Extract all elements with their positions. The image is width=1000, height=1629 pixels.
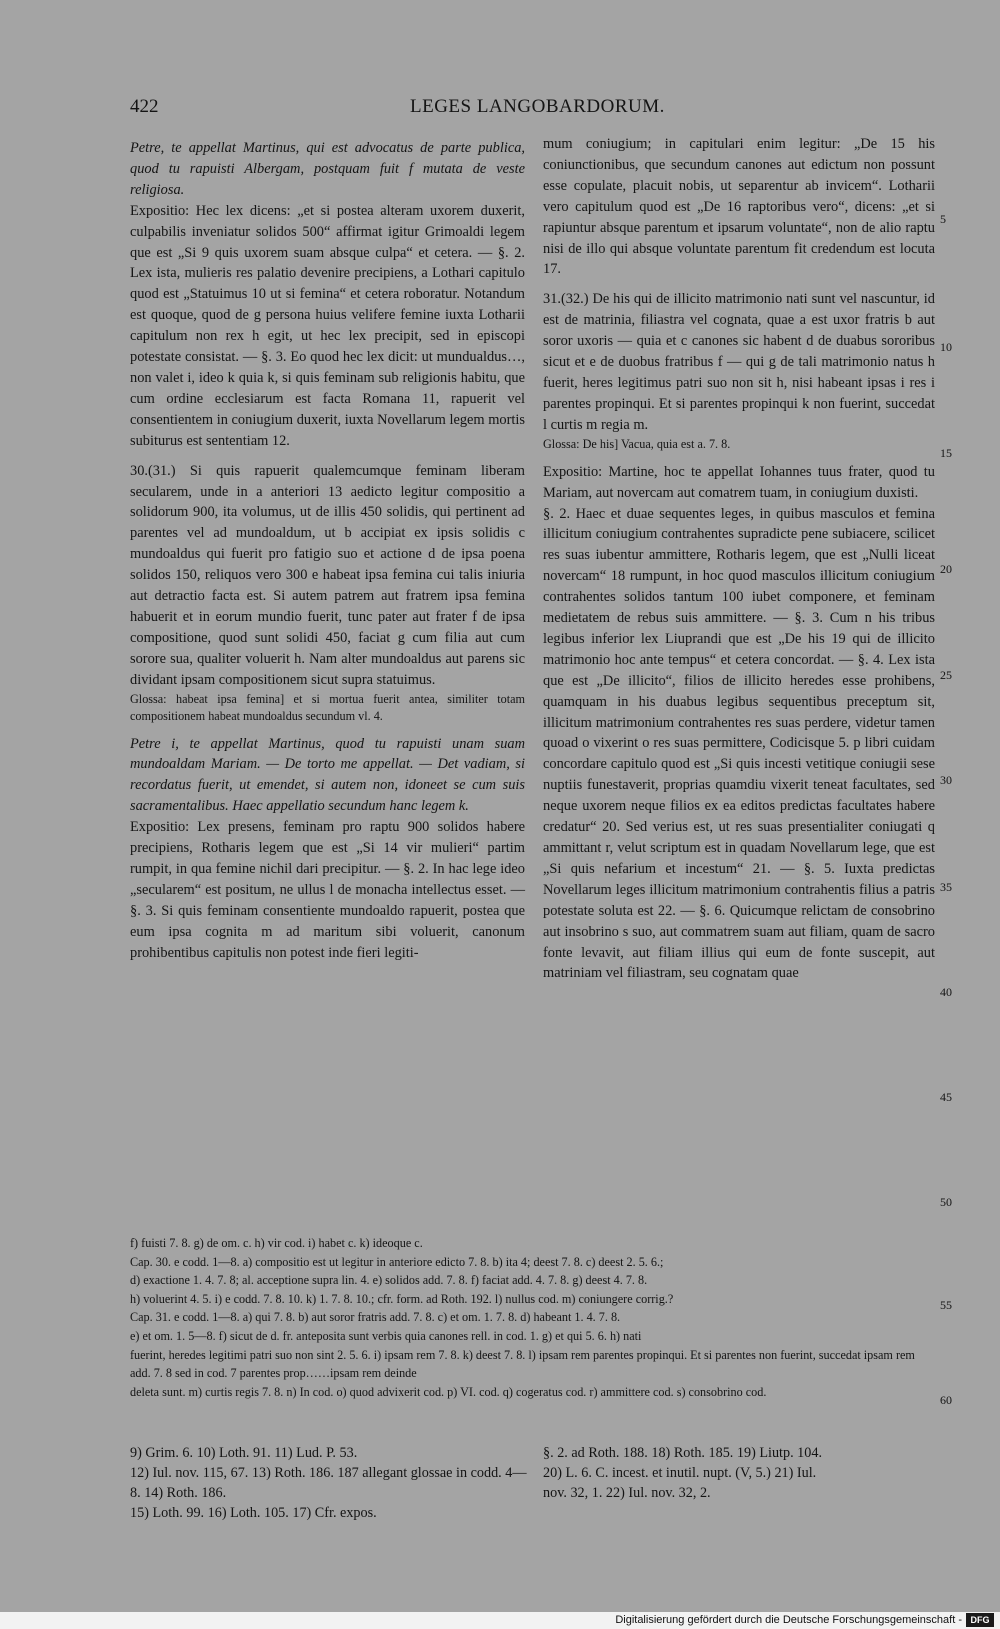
paragraph: Petre, te appellat Martinus, qui est advocatus de parte publica, quod tu rapuisti Albergam, postquam fuit f mutata de veste religiosa. [130,140,525,198]
dfg-logo[interactable]: DFG [966,1613,994,1627]
paragraph: mum coniugium; in capitulari enim legitur: „De 15 his coniunctionibus, que secundum canones aut edictum non possunt esse copulate, placuit nobis, ut separentur ab invicem“. Lotharii vero capitulum quod est „De 16 raptoribus vero“, dicens: „et si rapiuntur absque parentum et ipsarum voluntate“, non de alio raptu nisi de illo qui absque voluntate parentum fit credendum est locuta 17. [543,136,935,278]
paragraph: 31.(32.) De his qui de illicito matrimonio nati sunt vel nascuntur, id est de matrinia, filiastra vel cognata, quae a est uxor fratris b aut soror uxoris — quia et c canones sic habent d de duabus sororibus sicut et e de duobus fratribus f — qui g de tali matrimonio natus h fuerit, heres legitimus patri suo non sit h, nisi habeant ipsas i res i parentes propinqui. Et si parentes propinqui k non fuerint, succedat l curtis m regia m. [543,291,935,433]
paragraph: 30.(31.) Si quis rapuerit qualemcumque feminam liberam secularem, unde in a anteriori 13 aedicto legitur compositio a solidorum 900, ita volumus, ut de illis 450 solidis, qui pertinent ad parentes vel ad mundoaldum, ut b accipiat ex ipsis solidis c mundoaldus qui fuerit pro fatigio suo et actione d de ipsa poena solidos 150, reliquos vero 300 e habeat ipsa femina cui talis iniuria aut detractio facta est. Si autem patrem aut fratrem ipsa femina habuerit et in eorum mundio fuerit, tunc pater aut frater f de ipsa compositione, quod sunt solidi 450, faciat g cum filia aut cum sorore sua, qualiter voluerit h. Nam alter mundoaldus aut parens sic dividant ipsam compositionem sicut supra statuimus. [130,462,525,688]
apparatus-line: Cap. 31. e codd. 1—8. a) qui 7. 8. b) aut soror fratris add. 7. 8. c) et om. 1. 7. 8. d) habeant 1. 4. 7. 8. [130,1310,621,1325]
apparatus-line: e) et om. 1. 5—8. f) sicut de d. fr. anteposita sunt verbis quia canones rell. in cod. 1. g) et qui 5. 6. h) nati [130,1328,642,1343]
line-number: 25 [940,668,952,682]
footnote-line: 20) L. 6. C. incest. et inutil. nupt. (V, 5.) 21) Iul. [543,1465,817,1481]
left-column [130,138,525,964]
line-number: 50 [940,1195,952,1209]
paragraph: §. 2. Haec et duae sequentes leges, in quibus masculos et femina illicitum coniugium contrahentes supradicte pene subiacere, scilicet res suas iubentur ammittere, Rotharis legem, que est „Nulli liceat novercam“ 18 rumpunt, in hoc quod masculos illicitum coniugium contrahentes solidos tantum 100 iubet componere, et feminam medietatem de rebus suis ammittere. — §. 3. Cum n his tribus legibus inferior lex Liuprandi que est „De his 19 qui de illicito matrimonio hoc ante tempus“ et cetera concordat. — §. 4. Lex ista que est „De illicito“, filios de illicito heredes esse prohibens, quamquam in his duabus legibus sequentibus preceptum sit, illicitum matrimonium contrahentes res suas perdere, videtur tamen quoad o vixerint o res suas permittere, Codicisque 5. p libri cuidam concordare capitulo quod est „Si quis incesti vetitique coniugii sese nuptiis funestaverit, proprias quamdiu vixerit teneat facultates, sed neque uxorem neque filios ex ea editos predictas facultates habere credatur“ 20. Sed verius est, ut res suas presentialiter coniugati q ammittant r, velut scriptum est in quadam Novellarum lege, que est „Si quis nefarium et incestum“ 21. — §. 5. Iuxta predictas Novellarum leges illicitum matrimonium contrahentis filius a patris potestate soluta est 22. — §. 6. Quicumque relictam de consobrino aut insobrino s suo, aut commatrem suam aut filiam, quam de sacro fonte levavit, aut filiam illius qui eum de fonte suscepit, aut matriniam vel filiastram, seu cognatam quae [543,505,935,982]
glossa: Glossa: De his] Vacua, quia est a. 7. 8. [543,436,731,451]
apparatus-line: fuerint, heredes legitimi patri suo non sint 2. 5. 6. i) ipsam rem 7. 8. k) deest 7. 8. l) ipsam rem parentes propinqui. Et si parentes non fuerint, succedat ipsam rem add. 7. 8 sed in cod. 7 parentes prop……ipsam rem deinde [130,1347,915,1381]
line-number: 45 [940,1090,952,1104]
paragraph: Expositio: Hec lex dicens: „et si postea alteram uxorem duxerit, culpabilis inveniatur solidos 500“ affirmat igitur Grimoaldi legem que est „Si 9 quis uxorem suam absque culpa“ et cetera. — §. 2. Lex ista, mulieris res palatio devenire precipiens, a Lothari capitulo quod est „Statuimus 10 ut si femina“ et cetera roboratur. Notandum est quoque, quod de g persona huius velifere femine iuxta Lotharii capitulum non rex h egit, ut hec lex precipit, sed in episcopi potestate consistat. — §. 3. Eo quod hec lex dicit: ut mundualdus…, non valet i, ideo k quia k, si quis feminam sub religionis habitu, que cum ordine ecclesiarum est facta Romana 11, rapuerit vel consentientem in coniugium duxerit, iuxta Novellarum legem mortis subiturus est sententiam 12. [130,202,525,449]
apparatus-line: Cap. 30. e codd. 1—8. a) compositio est ut legitur in anteriore edicto 7. 8. b) ita 4; deest 7. 8. c) deest 2. 5. 6.; [130,1254,664,1269]
line-number: 30 [940,773,952,787]
glossa: Glossa: habeat ipsa femina] et si mortua fuerit antea, similiter totam compositionem habeat mundoaldus secundum vl. 4. [130,691,525,723]
line-number: 5 [940,212,946,226]
apparatus-line: f) fuisti 7. 8. g) de om. c. h) vir cod. i) habet c. k) ideoque c. [130,1236,423,1250]
line-number: 35 [940,880,952,894]
footnote-line: 12) Iul. nov. 115, 67. 13) Roth. 186. 187 allegant glossae in codd. 4—8. 14) Roth. 186. [130,1465,527,1501]
footnotes-left [130,1443,530,1523]
paragraph: Expositio: Lex presens, feminam pro raptu 900 solidos habere precipiens, Rotharis legem que est „Si 14 vir mulieri“ partim rumpit, in qua femine nichil dari precipitur. — §. 2. In hac lege ideo „secularem“ est positum, ne ullus l de monacha intellectus esset. — §. 3. Si quis feminam consentiente mundoaldo rapuerit, postea que eum ipsa cognita m ad maritum sibi voluerit, canonum prohibentibus capitulis non potest inde fieri legiti- [130,819,525,961]
apparatus-line: h) voluerint 4. 5. i) e codd. 7. 8. 10. k) 1. 7. 8. 10.; cfr. form. ad Roth. 192. l) nullus cod. m) coniungere corrig.? [130,1291,674,1306]
paragraph: Expositio: Martine, hoc te appellat Iohannes tuus frater, quod tu Mariam, aut novercam aut comatrem tuam, in coniugium duxisti. [543,463,935,501]
critical-apparatus [130,1234,935,1401]
running-title: LEGES LANGOBARDORUM. [410,96,665,117]
apparatus-line: deleta sunt. m) curtis regis 7. 8. n) In cod. o) quod advixerit cod. p) VI. cod. q) cogeratus cod. r) ammittere cod. s) consobrino cod. [130,1384,767,1399]
footnote-line: 9) Grim. 6. 10) Loth. 91. 11) Lud. P. 53. [130,1445,358,1461]
line-number: 60 [940,1393,952,1407]
line-number: 15 [940,446,952,460]
apparatus-line: d) exactione 1. 4. 7. 8; al. acceptione supra lin. 4. e) solidos add. 7. 8. f) faciat add. 4. 7. 8. g) deest 4. 7. 8. [130,1273,648,1288]
footnote-line: 15) Loth. 99. 16) Loth. 105. 17) Cfr. expos. [130,1505,377,1521]
footnote-line: nov. 32, 1. 22) Iul. nov. 32, 2. [543,1485,711,1501]
line-number: 55 [940,1298,952,1312]
line-number: 40 [940,985,952,999]
paragraph: Petre i, te appellat Martinus, quod tu rapuisti unam suam mundoaldam Mariam. — De torto me appellat. — Det vadiam, si recordatus fuerit, ut emendet, si autem non, idoneet se cum suis sacramentalibus. Haec appellatio secundum hanc legem k. [130,735,525,815]
right-column [543,134,935,984]
footnotes-right [543,1443,938,1503]
page-number: 422 [130,96,159,117]
line-number: 20 [940,562,952,576]
line-number: 10 [940,340,952,354]
funding-notice: Digitalisierung gefördert durch die Deutsche Forschungsgemeinschaft - [615,1614,962,1626]
footnote-line: §. 2. ad Roth. 188. 18) Roth. 185. 19) Liutp. 104. [543,1445,823,1461]
